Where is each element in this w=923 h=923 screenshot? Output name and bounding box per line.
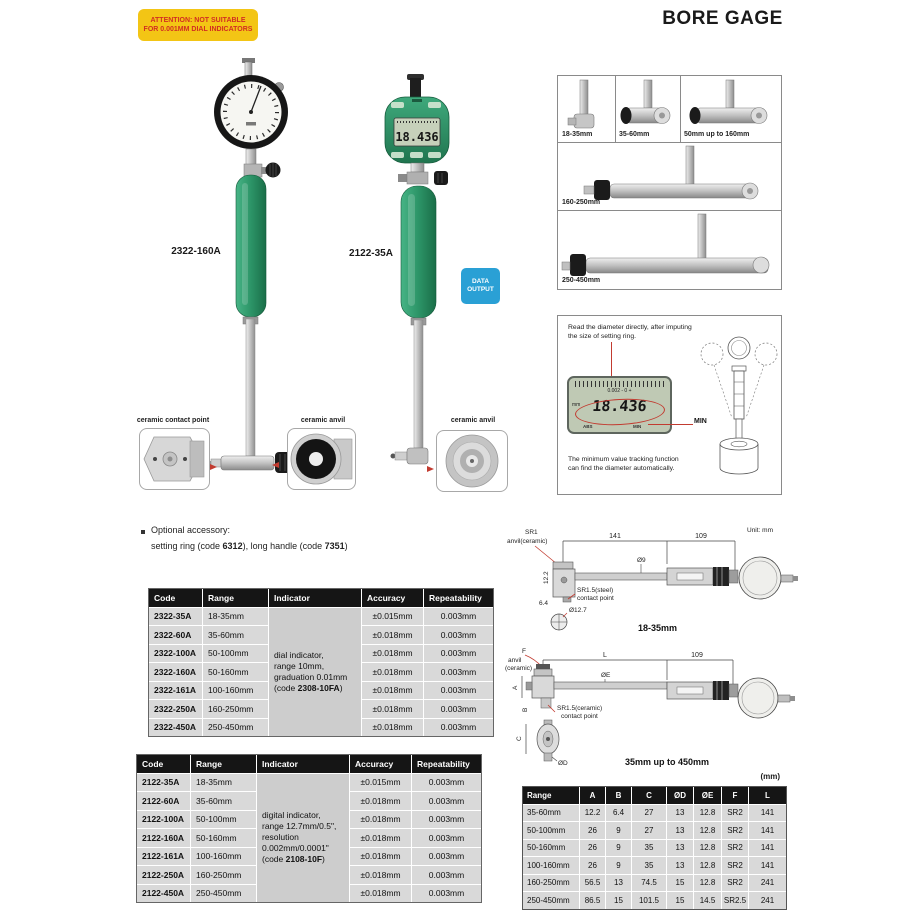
dim-cell: 12.8	[694, 857, 721, 874]
ceramic-anvil-zoom-image-2	[436, 430, 508, 492]
head-range-label: 160-250mm	[562, 199, 601, 206]
cell-repeatability: 0.003mm	[412, 885, 481, 903]
warning-line2: FOR 0.001MM DIAL INDICATORS	[143, 26, 253, 33]
cell-repeatability: 0.003mm	[424, 645, 493, 663]
drawing-caption: 35mm up to 450mm	[625, 757, 710, 767]
lcd-min-label: MIN	[633, 424, 642, 429]
cell-repeatability: 0.003mm	[412, 792, 481, 810]
spec-table-2122	[136, 754, 482, 903]
label-contact-point: contact point	[561, 713, 598, 720]
lcd-abs-label: ABS	[583, 424, 593, 429]
head-18-35	[568, 80, 594, 128]
column-header-indicator: Indicator	[269, 589, 361, 607]
dim-header-c: C	[632, 787, 666, 804]
dim-cell: 14.5	[694, 892, 721, 909]
technical-drawing-35-450	[505, 640, 923, 772]
product-code-right: 2122-35A	[349, 248, 393, 259]
accessory-text: ), long handle (code	[242, 541, 325, 551]
column-header-accuracy: Accuracy	[350, 755, 411, 773]
label-contact-point: contact point	[577, 595, 614, 602]
column-header-range: Range	[191, 755, 256, 773]
label-ceramic: (ceramic)	[505, 665, 533, 672]
dim-cell: 26	[580, 857, 605, 874]
callout-label-contact-point: ceramic contact point	[136, 417, 210, 424]
column-header-repeatability: Repeatability	[424, 589, 493, 607]
dim-cell: 9	[606, 857, 631, 874]
cell-repeatability: 0.003mm	[424, 608, 493, 626]
cell-repeatability: 0.003mm	[424, 700, 493, 718]
cell-code: 2322-60A	[149, 626, 202, 644]
column-header-code: Code	[137, 755, 190, 773]
ceramic-anvil-drawing-1	[288, 429, 355, 489]
indicator-line: dial indicator,	[274, 649, 324, 660]
dim-cell: 26	[580, 840, 605, 857]
cell-accuracy: ±0.018mm	[350, 866, 411, 884]
cell-code: 2122-161A	[137, 848, 190, 866]
head-range-label: 18-35mm	[562, 131, 593, 138]
cell-code: 2122-35A	[137, 774, 190, 792]
dim-109: 109	[691, 652, 703, 659]
indicator-line: digital indicator,	[262, 810, 321, 821]
label-b: B	[522, 707, 529, 712]
cell-accuracy: ±0.015mm	[350, 774, 411, 792]
cell-code: 2122-100A	[137, 811, 190, 829]
dim-cell: 35	[632, 840, 666, 857]
head-35-60	[621, 80, 671, 124]
dim-cell: 74.5	[632, 875, 666, 892]
indicator-code-line: (code 2108-10F)	[262, 854, 325, 865]
accessory-title: Optional accessory:	[151, 525, 231, 535]
dim-cell: SR2	[722, 840, 748, 857]
digital-stem-and-clamp	[398, 163, 448, 185]
cell-accuracy: ±0.018mm	[362, 700, 423, 718]
dim-cell: SR2	[722, 875, 748, 892]
dim-cell: 100-160mm	[523, 857, 579, 874]
gage-shaft	[243, 317, 258, 456]
read-note-line2: the size of setting ring.	[568, 332, 637, 340]
tracking-note-line1: The minimum value tracking function	[568, 456, 679, 463]
label-dia127: Ø12.7	[569, 607, 587, 614]
red-arrow-icon	[210, 464, 217, 470]
gage-handle	[236, 175, 266, 317]
cell-repeatability: 0.003mm	[424, 663, 493, 681]
cell-range: 18-35mm	[191, 774, 256, 792]
indicator-line: range 10mm,	[274, 660, 325, 671]
cell-repeatability: 0.003mm	[412, 866, 481, 884]
dim-cell: 12.8	[694, 875, 721, 892]
cell-code: 2322-450A	[149, 719, 202, 737]
callout-label-anvil-1: ceramic anvil	[300, 417, 346, 424]
setting-ring-illustration	[700, 322, 778, 490]
cell-repeatability: 0.003mm	[412, 774, 481, 792]
data-output-badge	[461, 268, 500, 304]
cell-accuracy: ±0.018mm	[362, 663, 423, 681]
dim-cell: 12.8	[694, 840, 721, 857]
accessory-code-6312: 6312	[222, 541, 243, 551]
head-160-250	[584, 146, 758, 200]
measuring-heads-panel	[557, 75, 782, 290]
label-sr1: SR1	[525, 529, 538, 536]
cell-code: 2322-35A	[149, 608, 202, 626]
cell-accuracy: ±0.018mm	[362, 645, 423, 663]
cell-accuracy: ±0.018mm	[350, 885, 411, 903]
dim-header-range: Range	[523, 787, 579, 804]
head-range-label: 35-60mm	[619, 131, 650, 138]
cell-code: 2122-60A	[137, 792, 190, 810]
cell-accuracy: ±0.015mm	[362, 608, 423, 626]
cell-range: 50-160mm	[191, 829, 256, 847]
unit-note: Unit: mm	[747, 527, 773, 534]
dim-cell: 56.5	[580, 875, 605, 892]
cell-repeatability: 0.003mm	[424, 682, 493, 700]
dim-header-diaE: ØE	[694, 787, 721, 804]
dim-cell: 250-450mm	[523, 892, 579, 909]
dim-cell: 141	[749, 840, 786, 857]
ceramic-anvil-zoom-image-1	[287, 428, 356, 490]
gage-stem-and-clamp	[244, 149, 281, 178]
cell-code: 2322-100A	[149, 645, 202, 663]
dim-cell: 241	[749, 892, 786, 909]
mm-unit-note: (mm)	[760, 772, 780, 781]
dim-cell: 13	[667, 805, 693, 822]
cell-range: 250-450mm	[191, 885, 256, 903]
cell-range: 100-160mm	[203, 682, 268, 700]
dim-cell: SR2	[722, 822, 748, 839]
dim-cell: 141	[749, 822, 786, 839]
red-leader-line	[648, 424, 693, 425]
cell-code: 2322-161A	[149, 682, 202, 700]
cell-range: 50-100mm	[203, 645, 268, 663]
label-anvil: anvil	[508, 657, 522, 664]
lcd-info-box	[557, 315, 782, 495]
dim-109: 109	[695, 533, 707, 540]
accessory-code-7351: 7351	[324, 541, 345, 551]
label-6-4: 6.4	[539, 600, 549, 607]
indicator-code-line: (code 2308-10FA)	[274, 682, 343, 693]
label-12-2: 12.2	[543, 571, 550, 584]
dim-cell: 9	[606, 822, 631, 839]
dim-cell: 50-160mm	[523, 840, 579, 857]
accessory-detail	[151, 541, 348, 551]
label-c: C	[516, 736, 523, 741]
indicator-line: graduation 0.01mm	[274, 671, 348, 682]
column-header-accuracy: Accuracy	[362, 589, 423, 607]
contact-point-drawing	[140, 429, 209, 489]
dim-cell: 101.5	[632, 892, 666, 909]
lcd-unit-label: mm	[572, 402, 581, 408]
dim-141: 141	[609, 533, 621, 540]
cell-repeatability: 0.003mm	[412, 848, 481, 866]
dim-header-a: A	[580, 787, 605, 804]
dim-cell: 241	[749, 875, 786, 892]
dim-cell: 13	[667, 822, 693, 839]
cell-code: 2122-250A	[137, 866, 190, 884]
cell-range: 250-450mm	[203, 719, 268, 737]
label-dia9: Ø9	[637, 557, 646, 564]
dim-cell: 160-250mm	[523, 875, 579, 892]
callout-label-anvil-2: ceramic anvil	[450, 417, 496, 424]
warning-line1: ATTENTION: NOT SUITABLE	[150, 17, 246, 24]
dim-cell: SR2.5	[722, 892, 748, 909]
cell-code: 2322-160A	[149, 663, 202, 681]
dim-header-b: B	[606, 787, 631, 804]
indicator-merged-cell	[269, 608, 361, 737]
accessory-text: setting ring (code	[151, 541, 223, 551]
contact-point-zoom-image	[139, 428, 210, 490]
column-header-code: Code	[149, 589, 202, 607]
label-a: A	[512, 685, 519, 690]
cell-range: 35-60mm	[191, 792, 256, 810]
dim-cell: 12.8	[694, 822, 721, 839]
bullet-icon	[141, 530, 145, 534]
label-f: F	[522, 648, 526, 655]
dim-cell: 9	[606, 840, 631, 857]
cell-range: 50-160mm	[203, 663, 268, 681]
head-250-450	[562, 214, 769, 276]
cell-accuracy: ±0.018mm	[362, 719, 423, 737]
label-anvil-ceramic: anvil(ceramic)	[507, 538, 548, 545]
dim-cell: 13	[667, 857, 693, 874]
dim-header-f: F	[722, 787, 748, 804]
digital-lcd-value: 18.436	[395, 130, 439, 144]
cell-range: 160-250mm	[191, 866, 256, 884]
measuring-head	[391, 448, 429, 464]
dim-header-diaD: ØD	[667, 787, 693, 804]
drawing-caption: 18-35mm	[638, 623, 678, 633]
head-range-label: 50mm up to 160mm	[684, 131, 750, 138]
indicator-line: 0.002mm/0.0001"	[262, 843, 329, 854]
cell-accuracy: ±0.018mm	[362, 626, 423, 644]
cell-accuracy: ±0.018mm	[350, 848, 411, 866]
cell-code: 2322-250A	[149, 700, 202, 718]
dim-cell: 12.8	[694, 805, 721, 822]
gage-shaft	[411, 318, 426, 448]
red-arrow-icon	[427, 466, 434, 472]
dim-cell: 15	[606, 892, 631, 909]
head-range-label: 250-450mm	[562, 277, 601, 284]
read-note-line1: Read the diameter directly, after imputing	[568, 324, 692, 331]
indicator-line: range 12.7mm/0.5",	[262, 821, 337, 832]
lcd-fine-reading: 0.002 - 0 +	[607, 388, 632, 394]
lcd-display	[567, 376, 672, 434]
cell-range: 18-35mm	[203, 608, 268, 626]
dim-cell: 13	[606, 875, 631, 892]
head-front-view	[526, 720, 559, 761]
digital-indicator	[385, 74, 449, 163]
dim-cell: 86.5	[580, 892, 605, 909]
dim-cell: SR2	[722, 805, 748, 822]
dim-cell: 50-100mm	[523, 822, 579, 839]
column-header-repeatability: Repeatability	[412, 755, 481, 773]
ceramic-anvil-drawing-2	[437, 431, 507, 491]
cell-range: 35-60mm	[203, 626, 268, 644]
warning-box	[138, 9, 258, 41]
cell-repeatability: 0.003mm	[424, 719, 493, 737]
dim-header-l: L	[749, 787, 786, 804]
cell-accuracy: ±0.018mm	[350, 829, 411, 847]
label-diaD: ØD	[558, 760, 568, 767]
dimension-table	[522, 786, 787, 910]
tracking-note-line2: can find the diameter automatically.	[568, 464, 675, 472]
indicator-merged-cell	[257, 774, 349, 903]
badge-line2: OUTPUT	[467, 286, 494, 293]
dial-indicator	[214, 58, 288, 149]
indicator-line: resolution	[262, 832, 299, 843]
dim-cell: 26	[580, 822, 605, 839]
dim-L: L	[603, 652, 607, 659]
badge-line1: DATA	[471, 278, 490, 285]
cell-repeatability: 0.003mm	[412, 829, 481, 847]
dim-cell: 27	[632, 805, 666, 822]
cell-range: 50-100mm	[191, 811, 256, 829]
lcd-value: 18.436	[591, 397, 648, 415]
column-header-range: Range	[203, 589, 268, 607]
head-50-160	[690, 80, 768, 124]
dim-cell: 141	[749, 805, 786, 822]
lcd-analog-scale	[575, 381, 664, 387]
cell-accuracy: ±0.018mm	[362, 682, 423, 700]
cell-range: 100-160mm	[191, 848, 256, 866]
cell-accuracy: ±0.018mm	[350, 811, 411, 829]
spec-table-2322	[148, 588, 494, 737]
dim-cell: 15	[667, 892, 693, 909]
dim-cell: 141	[749, 857, 786, 874]
cell-range: 160-250mm	[203, 700, 268, 718]
cell-repeatability: 0.003mm	[412, 811, 481, 829]
dim-cell: 6.4	[606, 805, 631, 822]
cell-repeatability: 0.003mm	[424, 626, 493, 644]
label-sr15-ceramic: SR1.5(ceramic)	[557, 705, 603, 712]
accessory-text: )	[344, 541, 348, 551]
dim-cell: 12.2	[580, 805, 605, 822]
heads-illustrations	[558, 76, 781, 289]
dim-cell: 15	[667, 875, 693, 892]
dim-cell: 35	[632, 857, 666, 874]
min-callout-label: MIN	[694, 418, 707, 425]
product-code-left: 2322-160A	[171, 246, 221, 257]
cell-code: 2122-450A	[137, 885, 190, 903]
dim-cell: 27	[632, 822, 666, 839]
dim-cell: 13	[667, 840, 693, 857]
dim-cell: SR2	[722, 857, 748, 874]
column-header-indicator: Indicator	[257, 755, 349, 773]
label-diaE: ØE	[601, 672, 611, 679]
dim-cell: 35-60mm	[523, 805, 579, 822]
label-sr15-steel: SR1.5(steel)	[577, 587, 614, 594]
page-title: BORE GAGE	[662, 8, 783, 29]
red-arrow-icon	[272, 462, 279, 468]
gage-handle	[401, 186, 436, 318]
technical-drawing-18-35	[505, 520, 923, 640]
cell-accuracy: ±0.018mm	[350, 792, 411, 810]
cell-code: 2122-160A	[137, 829, 190, 847]
